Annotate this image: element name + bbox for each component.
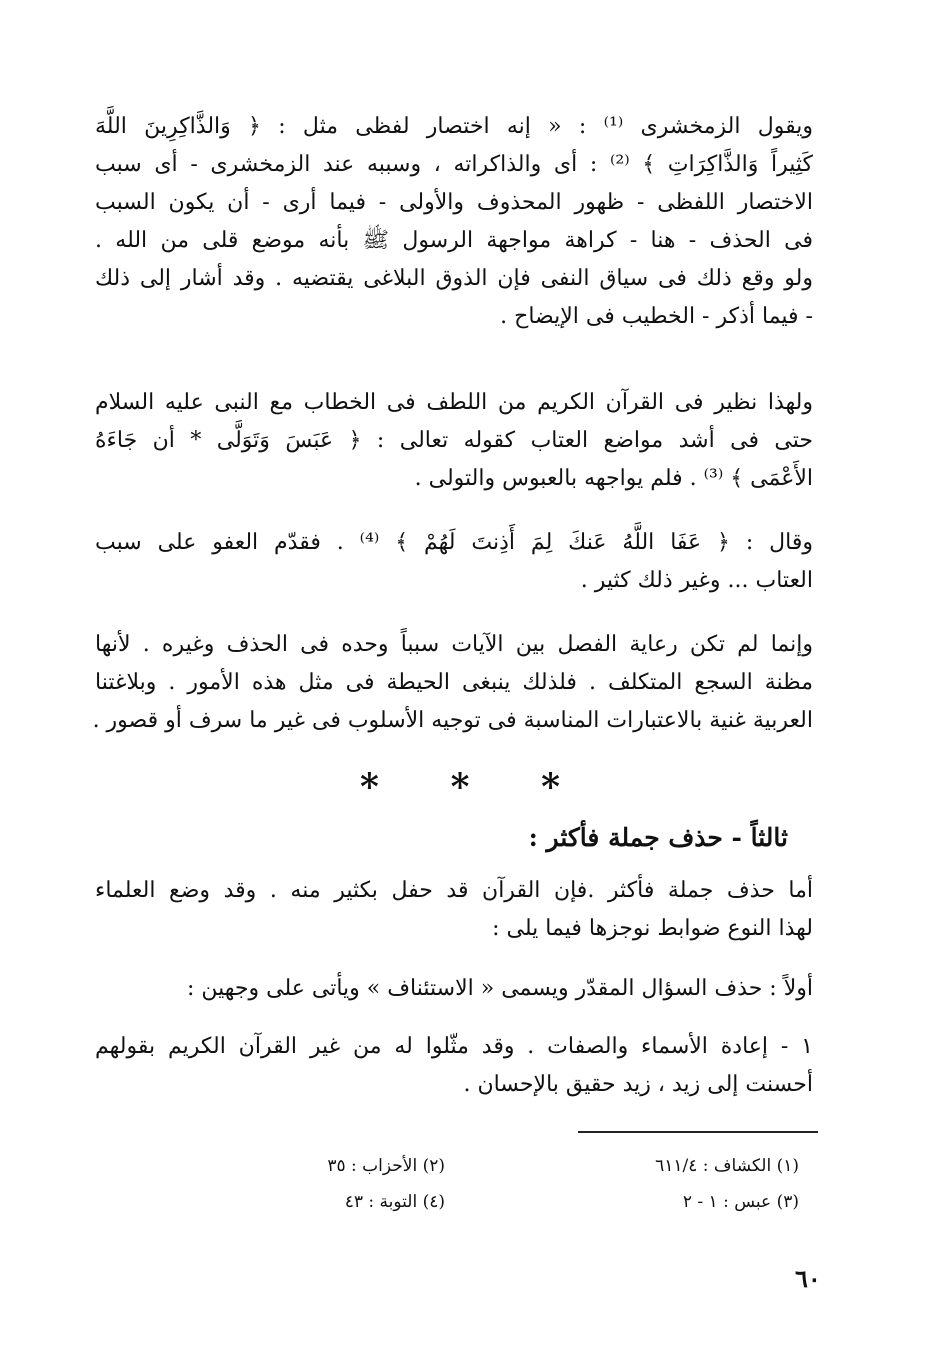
paragraph-3	[95, 524, 813, 600]
paragraph-5	[95, 872, 813, 948]
text-line: ولو وقع ذلك فى سياق النفى فإن الذوق البلاغى يقتضيه . وقد أشار إلى ذلك	[95, 266, 813, 291]
paragraph-4	[92, 626, 813, 740]
text-line: الأَعْمَى ﴾ ⁽³⁾ . فلم يواجهه بالعبوس والتولى .	[414, 466, 813, 491]
separator-star: *	[360, 766, 379, 808]
paragraph-1	[95, 108, 813, 336]
page-number: ٦٠	[795, 1264, 821, 1293]
paragraph-2	[95, 384, 813, 498]
separator-star: *	[541, 766, 560, 808]
text-line: فى الحذف - هنا - كراهة مواجهة الرسول ﷺ بأنه موضع قلى من الله .	[95, 228, 813, 253]
separator-star: *	[450, 766, 470, 808]
footnote-1: (١) الكشاف : ٦١١/٤	[655, 1156, 799, 1176]
footnote-3: (٣) عبس : ١ - ٢	[682, 1192, 799, 1212]
text-line: العتاب ... وغير ذلك كثير .	[580, 568, 813, 593]
text-line: ويقول الزمخشرى ⁽¹⁾ : « إنه اختصار لفظى مثل : ﴿ وَالذَّاكِرِينَ اللَّهَ	[95, 114, 813, 139]
paragraph-6	[95, 970, 813, 1008]
text-line: ولهذا نظير فى القرآن الكريم من اللطف فى الخطاب مع النبى عليه السلام	[95, 390, 813, 415]
paragraph-7	[95, 1028, 813, 1104]
text-line: أولاً : حذف السؤال المقدّر ويسمى « الاستئناف » ويأتى على وجهين :	[187, 976, 813, 1001]
footnote-2: (٢) الأحزاب : ٣٥	[327, 1156, 445, 1176]
text-line: وقال : ﴿ عَفَا اللَّهُ عَنكَ لِمَ أَذِنتَ لَهُمْ ﴾ ⁽⁴⁾ . فقدّم العفو على سبب	[95, 530, 813, 555]
text-line: ١ - إعادة الأسماء والصفات . وقد مثّلوا له من غير القرآن الكريم بقولهم	[95, 1034, 813, 1059]
footnote-4: (٤) التوبة : ٤٣	[344, 1192, 445, 1212]
text-line: أما حذف جملة فأكثر .فإن القرآن قد حفل بكثير منه . وقد وضع العلماء	[95, 878, 813, 903]
text-line: - فيما أذكر - الخطيب فى الإيضاح .	[500, 304, 813, 329]
text-line: لهذا النوع ضوابط نوجزها فيما يلى :	[492, 916, 813, 941]
section-separator	[360, 766, 560, 808]
text-line: كَثِيراً وَالذَّاكِرَاتِ ﴾ ⁽²⁾ : أى والذاكراته ، وسببه عند الزمخشرى - أى سبب	[95, 152, 814, 177]
text-line: حتى فى أشد مواضع العتاب كقوله تعالى : ﴿ عَبَسَ وَتَوَلَّى * أن جَاءَهُ	[95, 428, 813, 453]
section-heading: ثالثاً - حذف جملة فأكثر :	[528, 823, 788, 852]
text-line: العربية غنية بالاعتبارات المناسبة فى توجيه الأسلوب فى غير ما سرف أو قصور .	[92, 708, 813, 733]
text-line: مظنة السجع المتكلف . فلذلك ينبغى الحيطة فى مثل هذه الأمور . وبلاغتنا	[95, 670, 813, 695]
text-line: أحسنت إلى زيد ، زيد حقيق بالإحسان .	[463, 1072, 813, 1097]
text-line: الاختصار اللفظى - ظهور المحذوف والأولى - فيما أرى - أن يكون السبب	[95, 190, 813, 215]
footnote-divider	[578, 1131, 818, 1133]
text-line: وإنما لم تكن رعاية الفصل بين الآيات سبباً وحده فى الحذف وغيره . لأنها	[95, 632, 813, 657]
